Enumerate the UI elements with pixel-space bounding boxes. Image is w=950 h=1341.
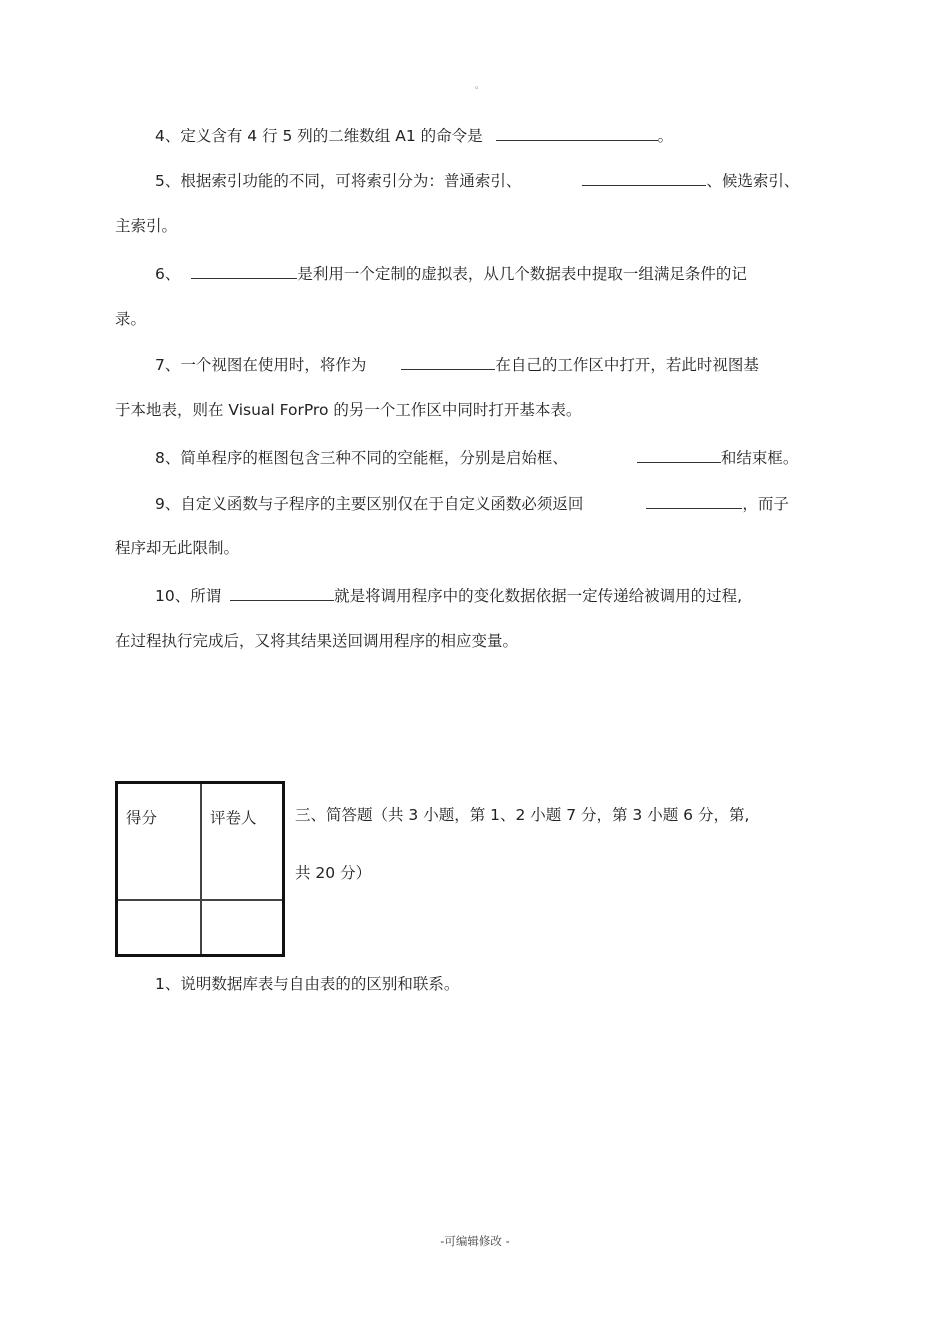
question-9-line1 xyxy=(155,492,789,514)
question-4-blank[interactable] xyxy=(496,124,658,141)
question-9-text-b: ，而子 xyxy=(742,495,789,513)
question-6-blank[interactable] xyxy=(191,262,297,279)
question-5-text-b: 、候选索引、 xyxy=(706,172,800,190)
question-5-blank[interactable] xyxy=(582,169,706,186)
question-9-text-a: 9、自定义函数与子程序的主要区别仅在于自定义函数必须返回 xyxy=(155,495,584,513)
question-10-line2: 在过程执行完成后，又将其结果送回调用程序的相应变量。 xyxy=(115,632,519,650)
question-8 xyxy=(155,446,798,468)
question-10-text-a: 10、所谓 xyxy=(155,587,222,605)
question-7-line1 xyxy=(155,353,759,375)
question-4-end: 。 xyxy=(657,127,674,145)
section-3-question-1: 1、说明数据库表与自由表的的区别和联系。 xyxy=(155,975,460,993)
footer-note: -可编辑修改 - xyxy=(440,1234,510,1248)
score-table-header-grader: 评卷人 xyxy=(210,809,257,827)
question-8-text-b: 和结束框。 xyxy=(720,449,799,467)
question-5-line1 xyxy=(155,169,799,191)
question-10-blank[interactable] xyxy=(230,584,334,601)
score-table-divider-horizontal xyxy=(118,899,282,901)
question-6-line1 xyxy=(155,262,747,284)
question-8-blank[interactable] xyxy=(637,446,721,463)
section-3-heading-line2: 共 20 分） xyxy=(295,864,372,882)
score-table-divider-vertical xyxy=(200,784,202,954)
question-6-text-a: 6、 xyxy=(155,265,181,283)
question-6-line2: 录。 xyxy=(115,310,147,328)
question-9-blank[interactable] xyxy=(646,492,742,509)
score-table xyxy=(115,781,285,957)
question-7-blank[interactable] xyxy=(401,353,495,370)
question-8-text-a: 8、简单程序的框图包含三种不同的空能框，分别是启始框、 xyxy=(155,449,568,467)
score-table-header-score: 得分 xyxy=(126,809,158,827)
question-7-line2: 于本地表，则在 Visual ForPro 的另一个工作区中同时打开基本表。 xyxy=(115,401,582,419)
question-9-line2: 程序却无此限制。 xyxy=(115,539,240,557)
question-4 xyxy=(155,124,673,146)
question-4-text: 4、定义含有 4 行 5 列的二维数组 A1 的命令是 xyxy=(155,127,483,145)
question-5-text-a: 5、根据索引功能的不同，可将索引分为：普通索引、 xyxy=(155,172,522,190)
question-10-text-b: 就是将调用程序中的变化数据依据一定传递给被调用的过程, xyxy=(334,587,743,605)
question-10-line1 xyxy=(155,584,742,606)
question-7-text-a: 7、一个视图在使用时，将作为 xyxy=(155,356,367,374)
question-7-text-b: 在自己的工作区中打开，若此时视图基 xyxy=(495,356,759,374)
section-3-heading-line1: 三、简答题（共 3 小题，第 1、2 小题 7 分，第 3 小题 6 分，第, xyxy=(295,806,750,824)
header-mark: 。 xyxy=(475,81,485,91)
question-6-text-b: 是利用一个定制的虚拟表，从几个数据表中提取一组满足条件的记 xyxy=(297,265,747,283)
question-5-line2: 主索引。 xyxy=(115,217,178,235)
